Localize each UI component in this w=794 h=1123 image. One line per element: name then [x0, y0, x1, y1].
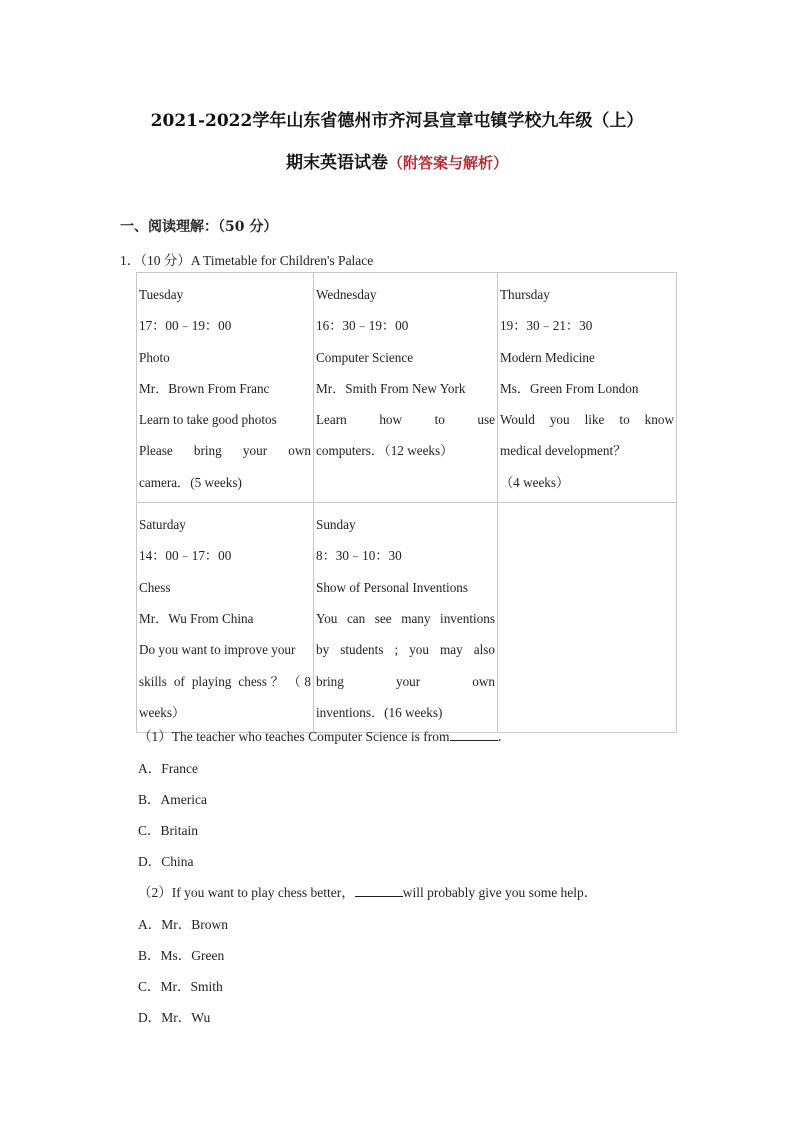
cell-desc: Do you want to improve your [139, 642, 296, 658]
sub-question-text: （2）If you want to play chess better， [138, 885, 355, 900]
cell-teacher: Mr．Brown From Franc [139, 380, 270, 396]
cell-desc: skills of playing chess？（8 [139, 673, 311, 689]
option-a: A．France [138, 761, 198, 776]
cell-desc: computers．（12 weeks） [316, 443, 454, 459]
sub-question-text: ． [497, 729, 512, 744]
cell-desc: Would you like to know [500, 412, 674, 428]
sub-question-text: （1）The teacher who teaches Computer Science is from [138, 729, 450, 744]
cell-desc: Learn to take good photos [139, 412, 277, 428]
exam-title-main: 期末英语试卷 [285, 153, 388, 173]
cell-desc: by students ; you may also [316, 642, 495, 658]
exam-title-line2 [0, 148, 794, 173]
timetable-cell-wednesday [314, 273, 498, 503]
cell-day: Thursday [500, 287, 550, 302]
option-d: D．China [138, 854, 194, 869]
cell-time: 19：30﹣21：30 [500, 318, 593, 334]
cell-time: 17：00﹣19：00 [139, 318, 232, 334]
cell-course: Chess [139, 579, 171, 595]
cell-teacher: Mr．Wu From China [139, 610, 254, 626]
exam-title-line1: 2021-2022学年山东省德州市齐河县宣章屯镇学校九年级（上） [150, 111, 644, 131]
cell-desc: camera．(5 weeks) [139, 474, 242, 490]
cell-day: Saturday [139, 517, 186, 533]
cell-course: Photo [139, 349, 170, 365]
option-b: B．Ms．Green [138, 948, 225, 963]
cell-time: 16：30﹣19：00 [316, 318, 409, 334]
question-stem: 1．（10 分）A Timetable for Children's Palace [120, 253, 374, 268]
cell-course: Computer Science [316, 349, 414, 365]
cell-course: Show of Personal Inventions [316, 579, 469, 595]
timetable-cell-sunday [314, 503, 498, 733]
sub-question-2 [138, 881, 597, 901]
sub-question-text: will probably give you some help． [402, 885, 598, 900]
option-b: B．America [138, 792, 207, 807]
sub-question-1 [138, 725, 511, 745]
cell-desc: medical development？ [500, 443, 627, 459]
cell-time: 14：00﹣17：00 [139, 548, 232, 564]
cell-course: Modern Medicine [500, 349, 595, 365]
answer-blank [355, 884, 403, 897]
cell-desc: （4 weeks） [500, 474, 570, 490]
timetable-cell-saturday [137, 503, 314, 733]
answer-note: （附答案与解析） [387, 154, 508, 172]
cell-time: 8：30﹣10：30 [316, 548, 402, 564]
cell-desc: You can see many inventions [316, 610, 495, 626]
section-heading: 一、阅读理解：（50 分） [120, 219, 278, 235]
cell-teacher: Mr．Smith From New York [316, 380, 466, 396]
cell-desc: bring your own [316, 673, 495, 689]
cell-day: Wednesday [316, 287, 377, 302]
cell-teacher: Ms．Green From London [500, 380, 639, 396]
cell-day: Tuesday [139, 287, 184, 302]
timetable-cell-tuesday [137, 273, 314, 503]
cell-desc: weeks） [139, 704, 186, 720]
option-c: C．Mr．Smith [138, 979, 223, 994]
cell-desc: Learn how to use [316, 412, 495, 428]
cell-desc: inventions．(16 weeks) [316, 704, 443, 720]
option-d: D．Mr．Wu [138, 1010, 211, 1025]
timetable-cell-empty [498, 503, 677, 733]
option-a: A．Mr．Brown [138, 917, 228, 932]
answer-blank [450, 728, 498, 741]
cell-desc: Please bring your own [139, 443, 311, 459]
timetable [136, 272, 677, 733]
option-c: C．Britain [138, 823, 198, 838]
timetable-cell-thursday [498, 273, 677, 503]
cell-day: Sunday [316, 517, 356, 533]
